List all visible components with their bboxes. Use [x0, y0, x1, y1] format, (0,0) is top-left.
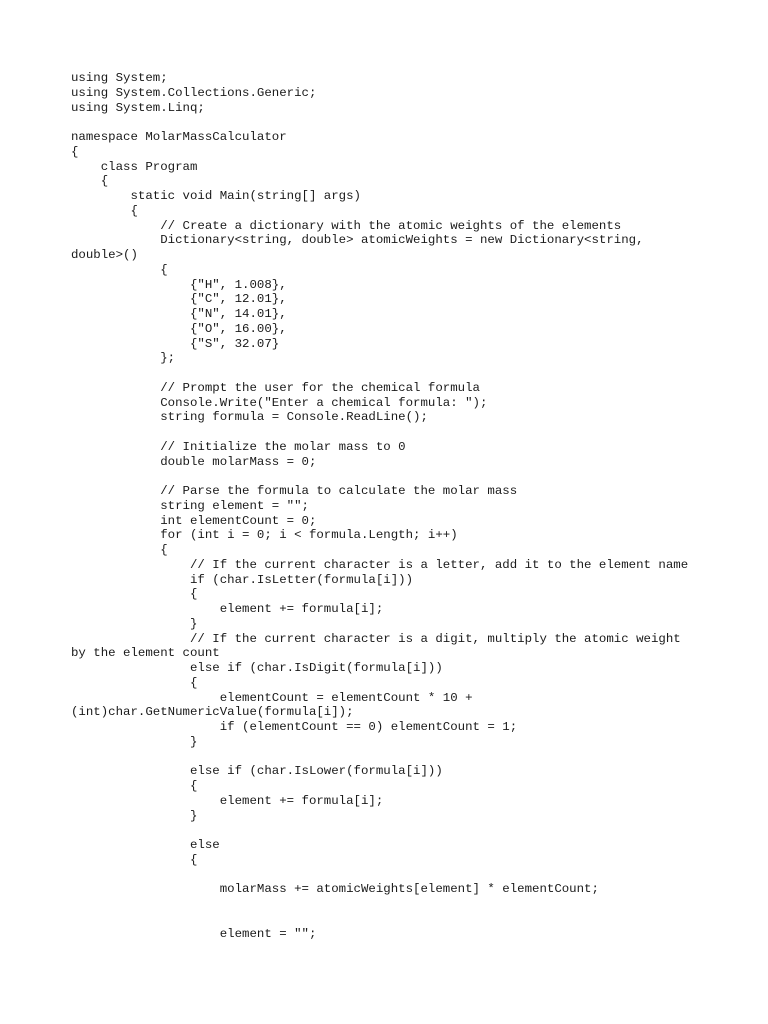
code-line — [71, 425, 688, 440]
code-line: // Prompt the user for the chemical formula — [71, 380, 480, 395]
code-line: { — [71, 174, 109, 189]
code-line — [71, 912, 688, 927]
code-line: else if (char.IsDigit(formula[i])) — [71, 661, 443, 675]
code-line: namespace MolarMassCalculator — [71, 130, 287, 144]
code-line: { — [71, 779, 198, 793]
code-line: using System.Collections.Generic; — [71, 85, 317, 100]
code-line: {"C", 12.01}, — [71, 292, 287, 307]
code-line — [71, 115, 688, 130]
code-line: { — [71, 203, 138, 218]
code-line: using System; — [71, 71, 168, 85]
code-line: {"S", 32.07} — [71, 336, 280, 351]
code-line: double>() — [71, 248, 138, 262]
code-line: double molarMass = 0; — [71, 454, 317, 469]
code-line: static void Main(string[] args) — [71, 189, 361, 203]
code-line: // If the current character is a letter, add it to the element name — [71, 557, 689, 572]
code-line: {"H", 1.008}, — [71, 277, 287, 292]
code-line: } — [71, 734, 198, 749]
code-line: } — [71, 616, 198, 631]
code-line — [71, 750, 688, 765]
code-line: {"N", 14.01}, — [71, 307, 287, 321]
code-line: { — [71, 587, 198, 602]
code-line: string formula = Console.ReadLine(); — [71, 410, 428, 425]
code-line: else if (char.IsLower(formula[i])) — [71, 764, 443, 779]
code-line: int elementCount = 0; — [71, 513, 317, 528]
code-line: using System.Linq; — [71, 100, 205, 115]
code-line: { — [71, 144, 79, 159]
code-line: Dictionary<string, double> atomicWeights = new Dictionary<string, — [71, 233, 644, 248]
code-line: class Program — [71, 159, 198, 174]
code-line: (int)char.GetNumericValue(formula[i]); — [71, 705, 354, 720]
code-line: elementCount = elementCount * 10 + — [71, 690, 473, 705]
code-line: molarMass += atomicWeights[element] * elementCount; — [71, 882, 599, 897]
code-line: {"O", 16.00}, — [71, 321, 287, 336]
code-line: for (int i = 0; i < formula.Length; i++) — [71, 528, 458, 543]
code-line — [71, 469, 688, 484]
code-listing — [71, 71, 688, 941]
code-line: { — [71, 543, 168, 557]
code-line: Console.Write("Enter a chemical formula: "); — [71, 395, 488, 410]
code-line — [71, 823, 688, 838]
code-line: }; — [71, 351, 176, 366]
code-line: string element = ""; — [71, 498, 309, 513]
code-line: // Create a dictionary with the atomic weights of the elements — [71, 218, 622, 233]
code-line: if (char.IsLetter(formula[i])) — [71, 572, 414, 587]
code-line: if (elementCount == 0) elementCount = 1; — [71, 720, 518, 734]
code-line: element += formula[i]; — [71, 793, 384, 808]
code-line: element = ""; — [71, 926, 317, 941]
code-line: // If the current character is a digit, multiply the atomic weight — [71, 631, 681, 646]
code-line: { — [71, 675, 198, 690]
code-line: element += formula[i]; — [71, 602, 384, 616]
code-line — [71, 868, 688, 883]
code-line: // Initialize the molar mass to 0 — [71, 439, 406, 454]
code-line — [71, 366, 688, 381]
code-line: else — [71, 838, 220, 852]
code-line: { — [71, 262, 168, 277]
code-line: { — [71, 852, 198, 867]
code-line: // Parse the formula to calculate the molar mass — [71, 484, 518, 498]
code-line: } — [71, 808, 198, 823]
code-line: by the element count — [71, 646, 220, 661]
code-line — [71, 897, 688, 912]
